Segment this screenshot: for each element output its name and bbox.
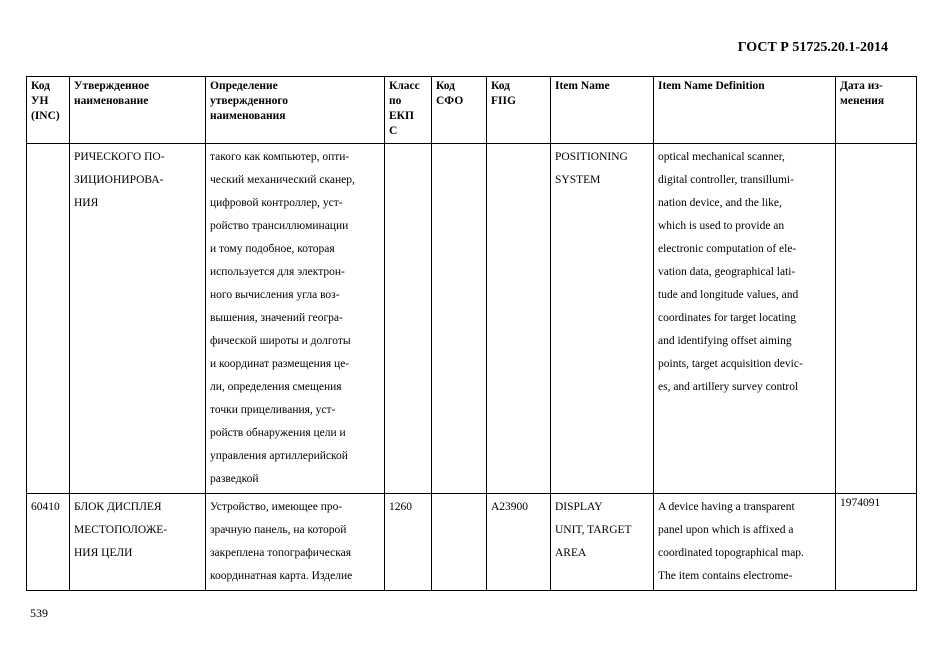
header-cell-sfo: Код СФО (432, 77, 487, 144)
cell-sfo (432, 494, 487, 591)
header-cell-class: Класс по ЕКП С (385, 77, 432, 144)
page-number: 539 (30, 606, 48, 620)
cell-item-name: POSITIONING SYSTEM (551, 144, 654, 494)
document-header: ГОСТ Р 51725.20.1-2014 (737, 40, 888, 55)
table-row (27, 494, 917, 591)
header-cell-change-date: Дата из- менения (836, 77, 917, 144)
cell-fiig (487, 144, 551, 494)
cell-class (385, 144, 432, 494)
header-cell-fiig: Код FIIG (487, 77, 551, 144)
cell-inc (27, 144, 70, 494)
cell-approved-name: РИЧЕСКОГО ПО- ЗИЦИОНИРОВА- НИЯ (70, 144, 206, 494)
header-cell-item-definition: Item Name Definition (654, 77, 836, 144)
cell-change-date: 1974091 (836, 494, 917, 591)
cell-inc: 60410 (27, 494, 70, 591)
header-cell-inc: Код УН (INC) (27, 77, 70, 144)
catalog-table (26, 76, 917, 591)
cell-sfo (432, 144, 487, 494)
cell-item-name: DISPLAY UNIT, TARGET AREA (551, 494, 654, 591)
cell-change-date (836, 144, 917, 494)
cell-item-definition: A device having a transparent panel upon which is affixed a coordinated topographical map. The item contains electrome- (654, 494, 836, 591)
cell-definition: такого как компьютер, опти- ческий механический сканер, цифровой контроллер, уст- ройство трансиллюминации и тому подобное, которая используется для электрон- ного вычисления угла воз- вышения, значений геогра- фической широты и долготы и координат размещения це- ли, определения смещения точки прицеливания, уст- ройств обнаружения цели и управления артиллерийской разведкой (206, 144, 385, 494)
table-row (27, 144, 917, 494)
cell-approved-name: БЛОК ДИСПЛЕЯ МЕСТОПОЛОЖЕ- НИЯ ЦЕЛИ (70, 494, 206, 591)
header-cell-approved-name: Утвержденное наименование (70, 77, 206, 144)
cell-item-definition: optical mechanical scanner, digital controller, transillumi- nation device, and the like, which is used to provide an electronic computation of ele- vation data, geographical lati- tude and longitude values, and coordinates for target locating and identifying offset aiming points, target acquisition devic- es, and artillery survey control (654, 144, 836, 494)
header-cell-item-name: Item Name (551, 77, 654, 144)
header-row (27, 77, 917, 144)
cell-fiig: A23900 (487, 494, 551, 591)
cell-definition: Устройство, имеющее про- зрачную панель, на которой закреплена топографическая координатная карта. Изделие (206, 494, 385, 591)
header-cell-definition: Определение утвержденного наименования (206, 77, 385, 144)
cell-class: 1260 (385, 494, 432, 591)
